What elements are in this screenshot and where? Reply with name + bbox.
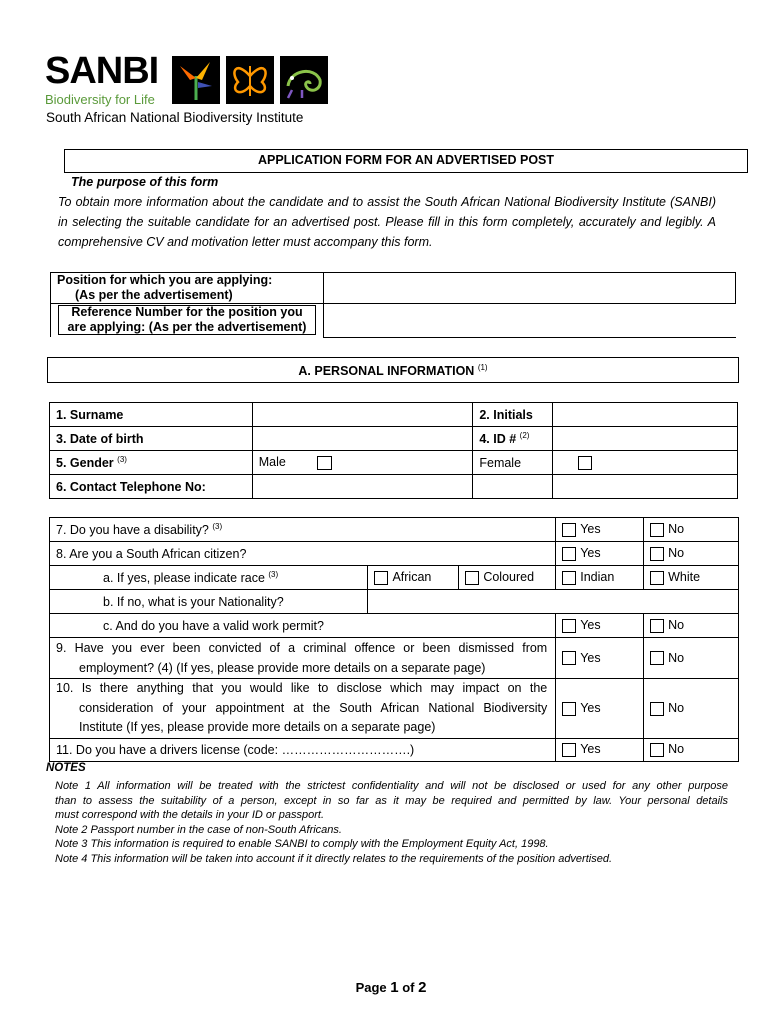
female-option (553, 451, 738, 475)
gender-label: 5. Gender $^{(3)}$ (50, 451, 253, 475)
page-number: Page 1 of 2 (355, 979, 427, 996)
q7-no: No (644, 518, 739, 542)
q9-yes-checkbox[interactable] (562, 651, 576, 665)
q10-yes: Yes (556, 679, 644, 739)
q8c-label: c. And do you have a valid work permit? (50, 614, 556, 638)
q7-yes: Yes (556, 518, 644, 542)
telephone-input-3[interactable] (553, 475, 738, 499)
note-1-line-2: than to assess the suitability of a person, except in so far as it may be required and permitted by law. Your personal details (55, 794, 728, 807)
q8c-yes-checkbox[interactable] (562, 619, 576, 633)
chameleon-icon (280, 56, 328, 104)
q10-no: No (644, 679, 739, 739)
q11-no-checkbox[interactable] (650, 743, 664, 757)
q8b-label: b. If no, what is your Nationality? (50, 590, 368, 614)
race-white: White (644, 566, 739, 590)
race-coloured: Coloured (459, 566, 556, 590)
notes-body (55, 779, 728, 866)
q10-yes-checkbox[interactable] (562, 702, 576, 716)
q10-no-checkbox[interactable] (650, 702, 664, 716)
section-a-heading-box: A. PERSONAL INFORMATION $^{(1)}$ (47, 357, 739, 383)
q9-label: 9. Have you ever been convicted of a criminal offence or been dismissed from employment? (4) (If yes, please provide more details on a separate page) (50, 638, 556, 679)
note-3: Note 3 This information is required to enable SANBI to comply with the Employment Equity Act, 1998. (55, 838, 549, 850)
q8-yes-checkbox[interactable] (562, 547, 576, 561)
q7-label: 7. Do you have a disability? $^{(3)}$ (50, 518, 556, 542)
purpose-heading: The purpose of this form (71, 175, 219, 189)
note-1-line-3: must correspond with the details in your ID or passport. (55, 809, 325, 821)
note-4: Note 4 This information will be taken into account if it directly relates to the requirements of the position advertised. (55, 852, 613, 865)
q11-label: 11. Do you have a drivers license (code: ………………………….) (50, 738, 556, 761)
sanbi-logo (45, 50, 158, 108)
female-checkbox[interactable] (578, 456, 592, 470)
race-white-checkbox[interactable] (650, 571, 664, 585)
q11-yes: Yes (556, 738, 644, 761)
form-title-box (64, 149, 748, 173)
purpose-text: To obtain more information about the candidate and to assist the South African National Biodiversity Institute (SANBI) in selecting the suitable candidate for an advertised post. Please fill in this form completely, accurately and legibly. A comprehensive CV and motivation letter must accompany this form. (58, 195, 716, 249)
reference-label: Reference Number for the position you are applying: (As per the advertisement) (67, 305, 307, 334)
q8-no-checkbox[interactable] (650, 547, 664, 561)
q8c-yes: Yes (556, 614, 644, 638)
q8a-label: a. If yes, please indicate race $^{(3)}$ (50, 566, 368, 590)
section-a-heading: A. PERSONAL INFORMATION (298, 364, 475, 379)
race-african: African (368, 566, 459, 590)
id-input[interactable] (553, 427, 738, 451)
q9-no: No (644, 638, 739, 679)
female-label: Female (473, 451, 553, 475)
q11-yes-checkbox[interactable] (562, 743, 576, 757)
telephone-label: 6. Contact Telephone No: (50, 475, 253, 499)
q8-no: No (644, 542, 739, 566)
q8c-no-checkbox[interactable] (650, 619, 664, 633)
bird-of-paradise-icon (172, 56, 220, 104)
telephone-input[interactable] (252, 475, 473, 499)
notes-heading: NOTES (46, 762, 86, 774)
questions-table (49, 517, 739, 762)
logo-tagline: Biodiversity for Life (45, 92, 155, 107)
butterfly-icon (226, 56, 274, 104)
race-african-checkbox[interactable] (374, 571, 388, 585)
position-table (50, 272, 737, 338)
q8c-no: No (644, 614, 739, 638)
q8-yes: Yes (556, 542, 644, 566)
male-option: Male (252, 451, 473, 475)
id-label: 4. ID # $^{(2)}$ (473, 427, 553, 451)
dob-label: 3. Date of birth (50, 427, 253, 451)
q9-yes: Yes (556, 638, 644, 679)
nationality-input[interactable] (368, 590, 739, 614)
note-1-line-1: Note 1 All information will be treated with the strictest confidentiality and will not be disclosed or used for any other purpose (55, 780, 728, 792)
personal-info-table (49, 402, 738, 499)
race-coloured-checkbox[interactable] (465, 571, 479, 585)
race-indian-checkbox[interactable] (562, 571, 576, 585)
dob-input[interactable] (252, 427, 473, 451)
initials-label: 2. Initials (473, 403, 553, 427)
q7-yes-checkbox[interactable] (562, 523, 576, 537)
surname-label: 1. Surname (50, 403, 253, 427)
q8-label: 8. Are you a South African citizen? (50, 542, 556, 566)
position-input[interactable] (325, 273, 733, 302)
surname-input[interactable] (252, 403, 473, 427)
reference-input[interactable] (325, 306, 733, 336)
form-title: APPLICATION FORM FOR AN ADVERTISED POST (257, 153, 555, 167)
initials-input[interactable] (553, 403, 738, 427)
male-checkbox[interactable] (317, 456, 332, 470)
q7-no-checkbox[interactable] (650, 523, 664, 537)
logo-name: SANBI (45, 50, 159, 92)
note-2: Note 2 Passport number in the case of non-South Africans. (55, 823, 342, 836)
position-label: Position for which you are applying: (As per the advertisement) (57, 273, 273, 302)
q9-no-checkbox[interactable] (650, 651, 664, 665)
q11-no: No (644, 738, 739, 761)
q10-label: 10. Is there anything that you would like to disclose which may impact on the consideration of your appointment at the South African National Biodiversity Institute (If yes, please provide more details on a separate page) (50, 679, 556, 739)
logo-institute: South African National Biodiversity Institute (46, 110, 304, 125)
telephone-input-2[interactable] (473, 475, 553, 499)
race-indian: Indian (556, 566, 644, 590)
